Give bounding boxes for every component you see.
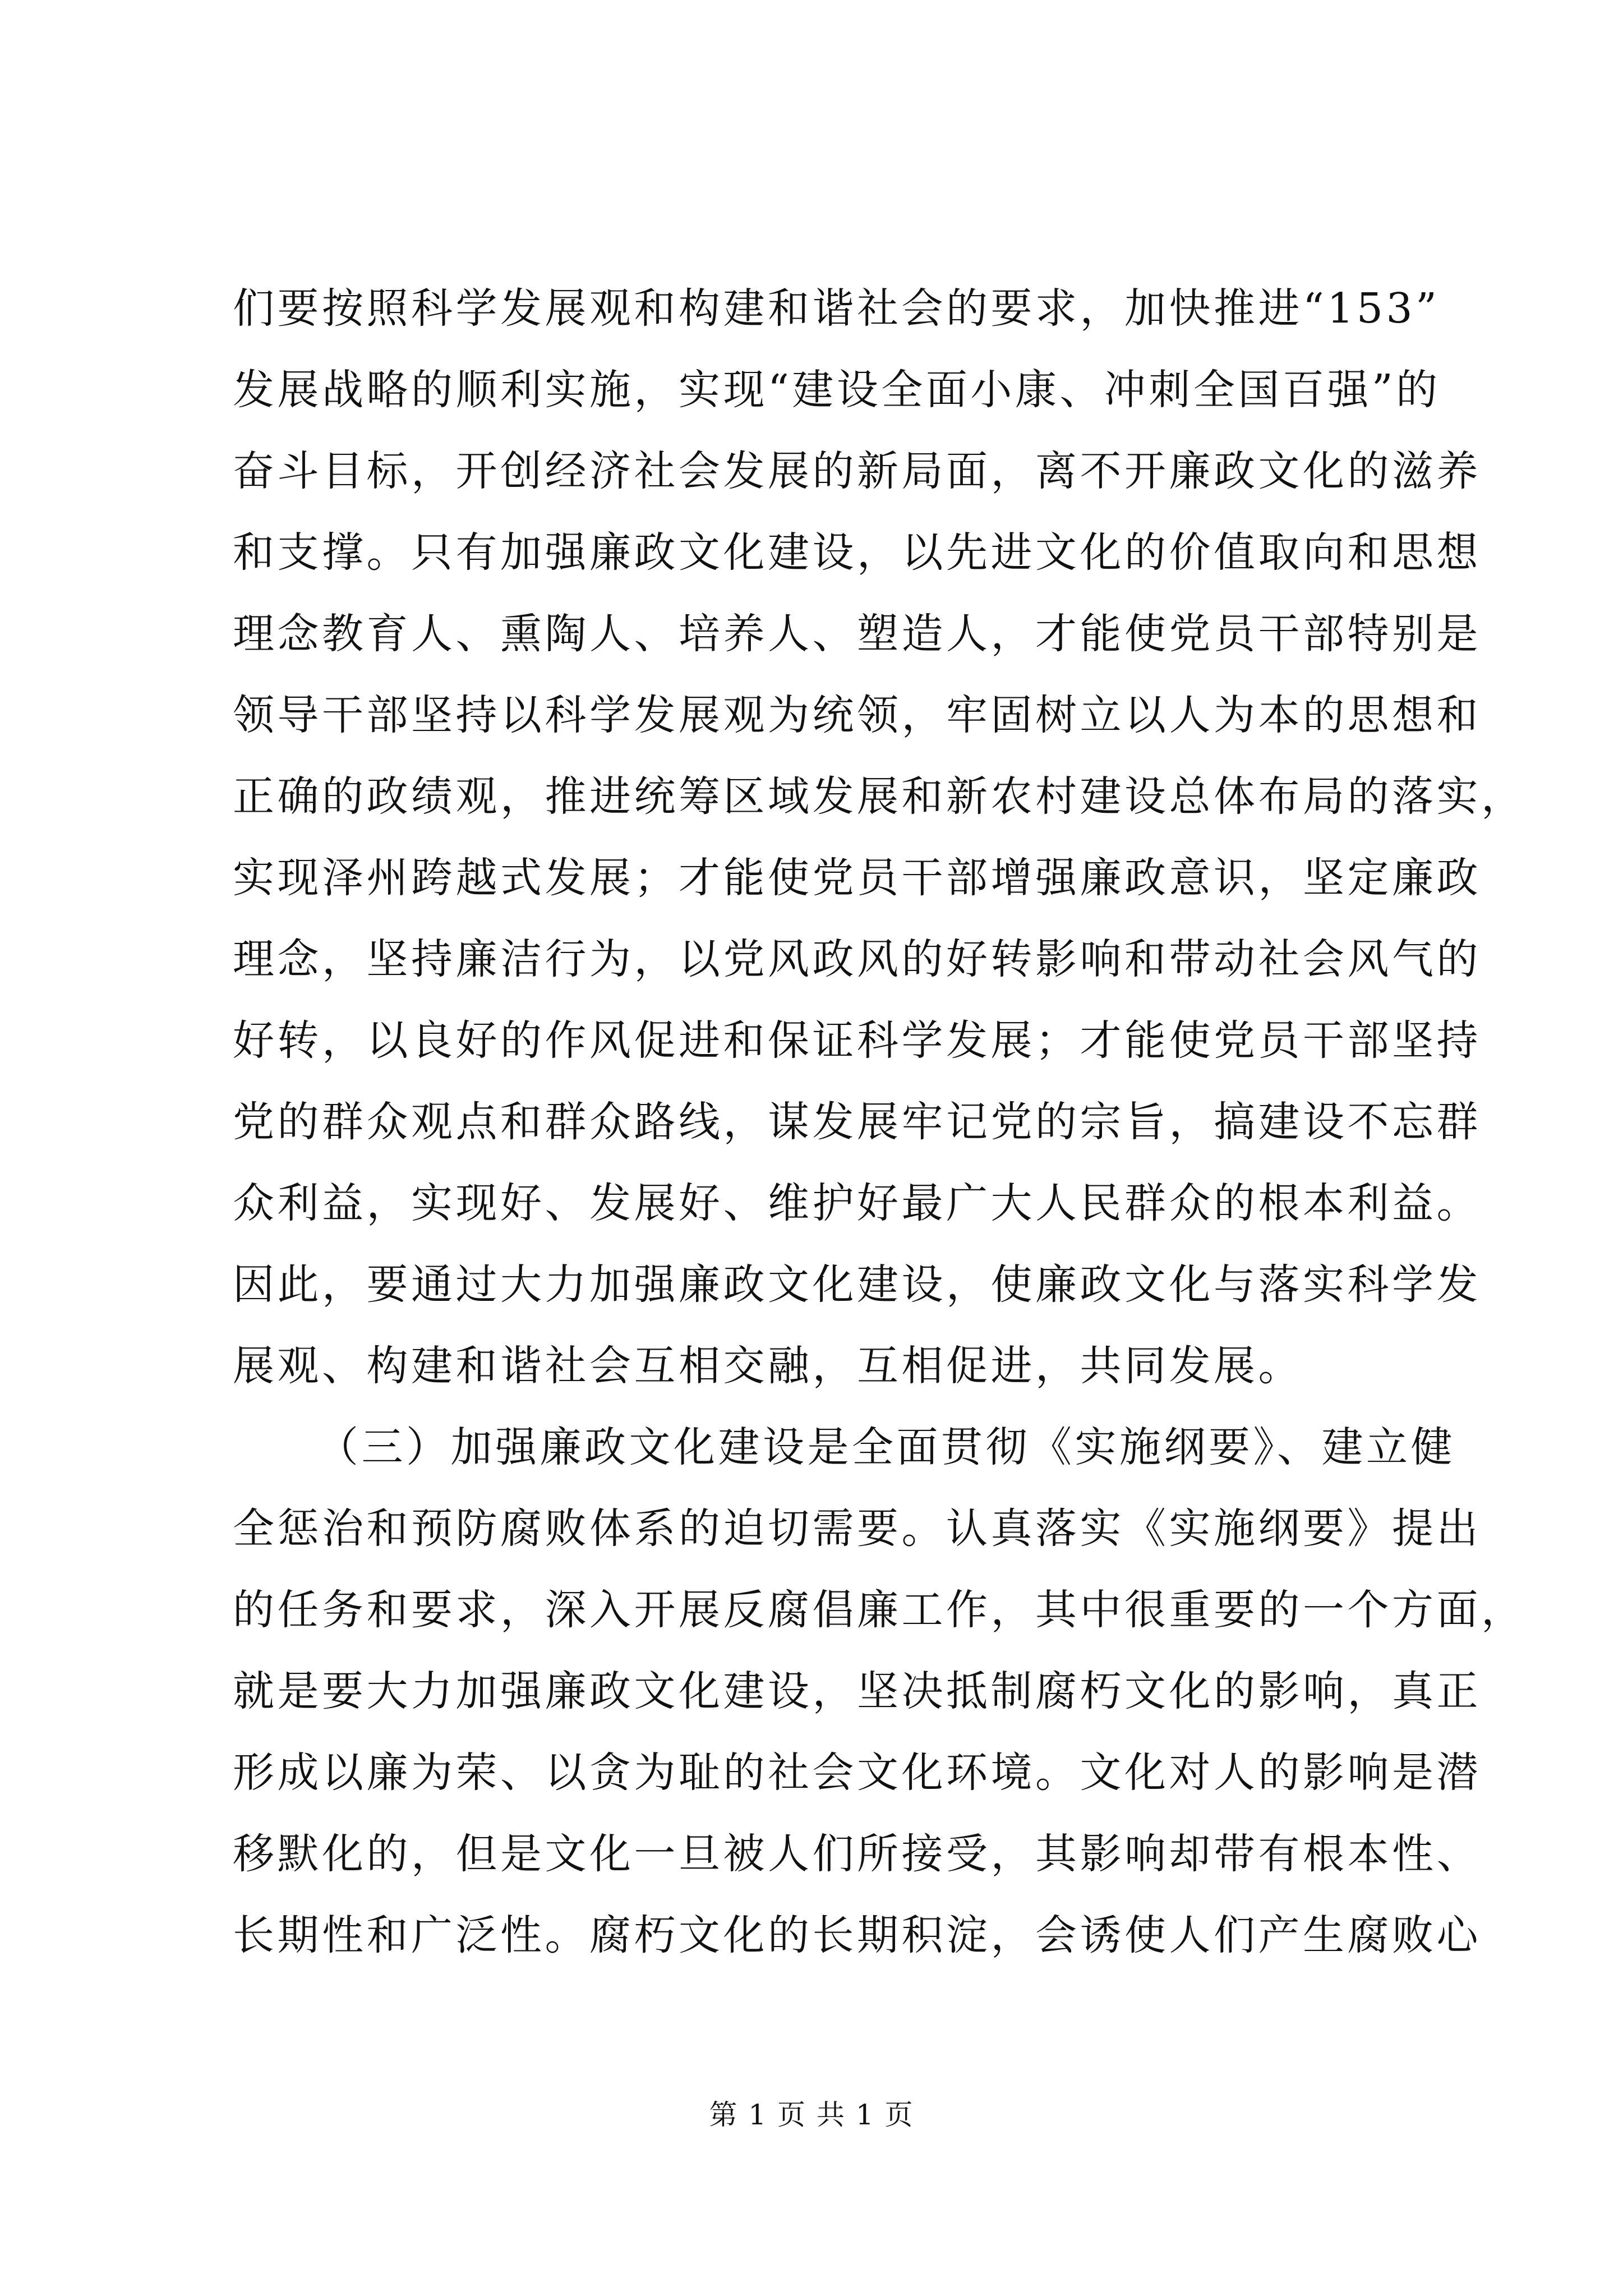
text-line: 因此，要通过大力加强廉政文化建设，使廉政文化与落实科学发 <box>233 1260 1481 1309</box>
text-line: 领导干部坚持以科学发展观为统领，牢固树立以人为本的思想和 <box>233 691 1481 739</box>
text-line: 长期性和广泛性。腐朽文化的长期积淀，会诱使人们产生腐败心 <box>233 1911 1481 1959</box>
text-line: 们要按照科学发展观和构建和谐社会的要求，加快推进“153” <box>233 284 1440 333</box>
text-line: 正确的政绩观，推进统筹区域发展和新农村建设总体布局的落实， <box>233 772 1526 821</box>
section-heading-line: （三）加强廉政文化建设是全面贯彻《实施纲要》、建立健 <box>317 1423 1455 1471</box>
page-number: 第 1 页 共 1 页 <box>709 2099 914 2131</box>
text-line: 实现泽州跨越式发展；才能使党员干部增强廉政意识，坚定廉政 <box>233 854 1481 902</box>
text-line: 众利益，实现好、发展好、维护好最广大人民群众的根本利益。 <box>233 1179 1481 1227</box>
text-line: 全惩治和预防腐败体系的迫切需要。认真落实《实施纲要》提出 <box>233 1504 1481 1553</box>
text-line: 党的群众观点和群众路线，谋发展牢记党的宗旨，搞建设不忘群 <box>233 1098 1481 1146</box>
text-line: 展观、构建和谐社会互相交融，互相促进，共同发展。 <box>233 1342 1303 1390</box>
text-line: 理念教育人、熏陶人、培养人、塑造人，才能使党员干部特别是 <box>233 610 1481 658</box>
page-footer <box>0 2095 1623 2134</box>
text-line: 就是要大力加强廉政文化建设，坚决抵制腐朽文化的影响，真正 <box>233 1667 1481 1715</box>
text-line: 理念，坚持廉洁行为，以党风政风的好转影响和带动社会风气的 <box>233 935 1481 983</box>
text-line: 移默化的，但是文化一旦被人们所接受，其影响却带有根本性、 <box>233 1830 1481 1878</box>
text-line: 的任务和要求，深入开展反腐倡廉工作，其中很重要的一个方面， <box>233 1586 1526 1634</box>
text-line: 形成以廉为荣、以贪为耻的社会文化环境。文化对人的影响是潜 <box>233 1749 1481 1797</box>
text-line: 发展战略的顺利实施，实现“建设全面小康、冲刺全国百强”的 <box>233 366 1441 414</box>
text-line: 奋斗目标，开创经济社会发展的新局面，离不开廉政文化的滋养 <box>233 447 1481 495</box>
text-line: 和支撑。只有加强廉政文化建设，以先进文化的价值取向和思想 <box>233 528 1481 577</box>
text-line: 好转，以良好的作风促进和保证科学发展；才能使党员干部坚持 <box>233 1016 1481 1065</box>
document-body <box>233 268 1526 1976</box>
